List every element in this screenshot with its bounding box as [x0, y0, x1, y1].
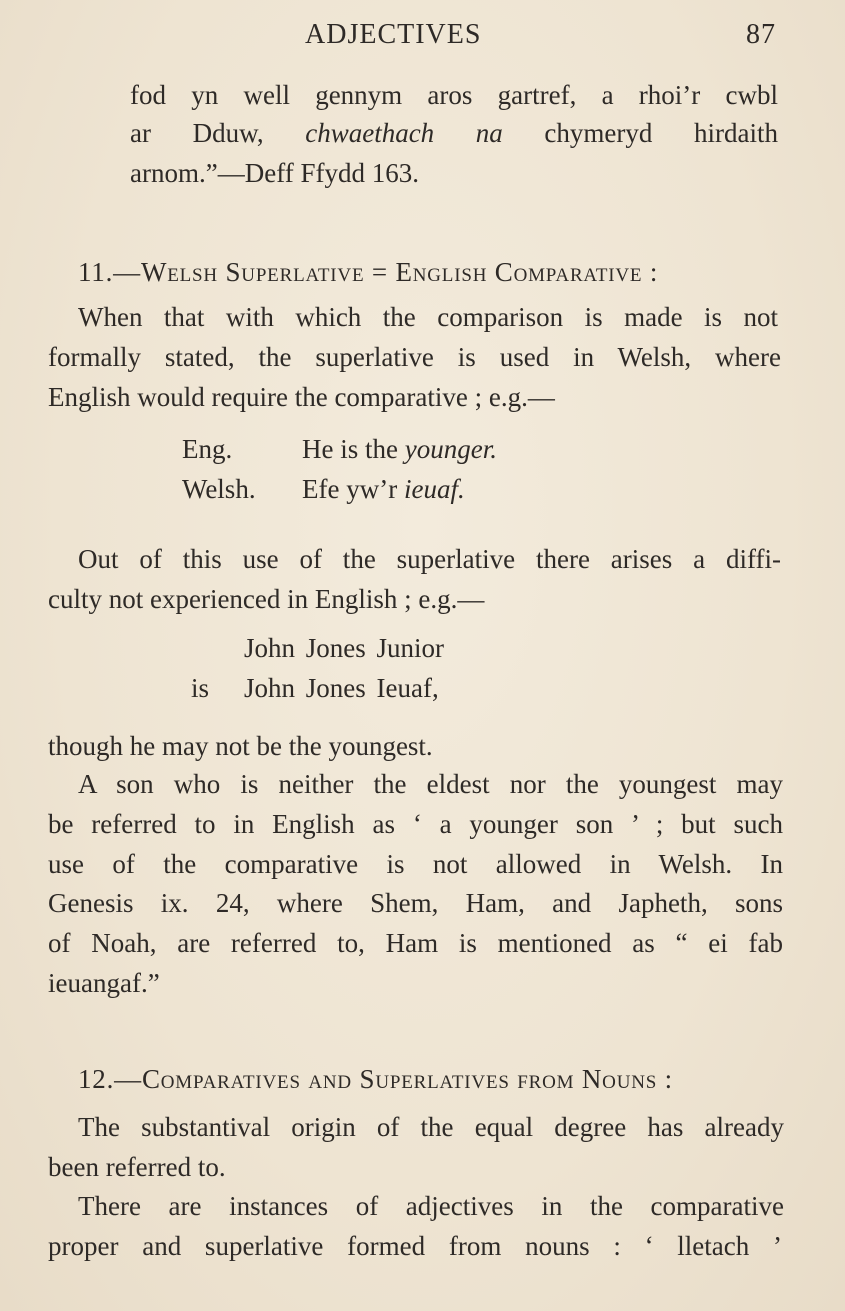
example-lang: Welsh. — [182, 474, 256, 504]
example-lang: Eng. — [182, 434, 233, 464]
paragraph-line: be referred to in English as ‘ a younger son ’ ; but such — [48, 809, 783, 839]
page-number: 87 — [746, 19, 776, 50]
paragraph-line: formally stated, the superlative is used in Welsh, where — [48, 342, 781, 372]
paragraph-line: There are instances of adjectives in the comparative — [78, 1191, 784, 1221]
paragraph-line: The substantival origin of the equal degree has already — [78, 1112, 784, 1142]
paragraph-line: A son who is neither the eldest nor the youngest may — [78, 769, 783, 799]
name-example-prefix: is — [191, 673, 210, 703]
name-example: John Jones Junior — [244, 633, 445, 663]
example-text: He is the younger. — [302, 434, 497, 464]
paragraph-line: Out of this use of the superlative there arises a diffi- — [78, 544, 781, 574]
paragraph-line: of Noah, are referred to, Ham is mentioned as “ ei fab — [48, 928, 783, 958]
section-heading: 11.—Welsh Superlative = English Comparative : — [78, 257, 659, 287]
section-heading: 12.—Comparatives and Superlatives from Nouns : — [78, 1064, 673, 1094]
quote-line: ar Dduw, chwaethach na chymeryd hirdaith — [130, 118, 778, 148]
example-text: Efe yw’r ieuaf. — [302, 474, 465, 504]
quote-line: fod yn well gennym aros gartref, a rhoi’r cwbl — [130, 80, 778, 110]
paragraph-line: culty not experienced in English ; e.g.— — [48, 584, 485, 614]
paragraph-line: ieuangaf.” — [48, 968, 160, 998]
paragraph-line: proper and superlative formed from nouns : ‘ lletach ’ — [48, 1231, 782, 1261]
paragraph-line: though he may not be the youngest. — [48, 731, 433, 761]
quote-line: arnom.”—Deff Ffydd 163. — [130, 158, 419, 188]
paragraph-line: been referred to. — [48, 1152, 226, 1182]
paragraph-line: When that with which the comparison is made is not — [78, 302, 778, 332]
running-title: ADJECTIVES — [305, 19, 482, 50]
name-example: John Jones Ieuaf, — [244, 673, 439, 703]
paragraph-line: English would require the comparative ; e.g.— — [48, 382, 555, 412]
paragraph-line: Genesis ix. 24, where Shem, Ham, and Japheth, sons — [48, 888, 783, 918]
paragraph-line: use of the comparative is not allowed in Welsh. In — [48, 849, 783, 879]
